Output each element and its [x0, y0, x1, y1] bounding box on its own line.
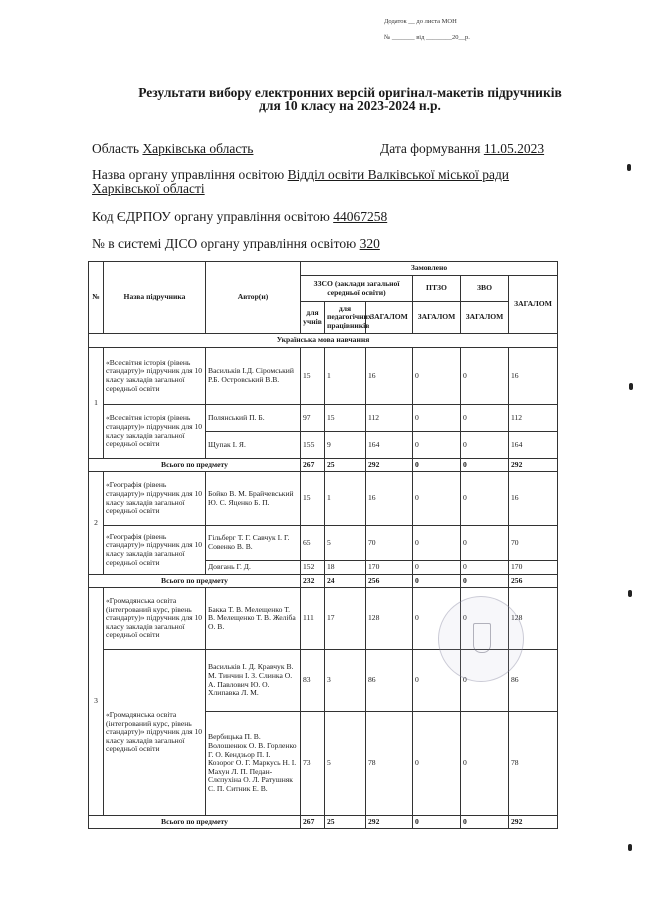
row-total: 78: [509, 712, 558, 816]
scan-mark: [629, 383, 633, 390]
zzso-total: 78: [366, 712, 413, 816]
zvo-total: 0: [461, 405, 509, 432]
date-label: Дата формування: [380, 141, 484, 156]
col-ptzo: ПТЗО: [413, 276, 461, 302]
ptzo-total: 0: [413, 472, 461, 526]
edrpou-line: [92, 209, 387, 225]
total-teachers: 25: [325, 816, 366, 829]
region-line: [92, 141, 253, 157]
students-count: 152: [301, 561, 325, 575]
book-authors: Бакка Т. В. Мелещенко Т. В. Мелещенко Т. В. Желіба О. В.: [206, 588, 301, 650]
total-all: 292: [509, 459, 558, 472]
book-title: «Громадянська освіта (інтегрований курс, рівень стандарту)» підручник для 10 класу закладів загальної середньої освіти: [104, 588, 206, 650]
results-table: [88, 261, 558, 829]
col-no: №: [89, 262, 104, 334]
col-students: для учнів: [301, 302, 325, 334]
zvo-total: 0: [461, 348, 509, 405]
book-authors: Довгань Г. Д.: [206, 561, 301, 575]
teachers-count: 1: [325, 472, 366, 526]
authority-value-1: Відділ освіти Валківської міської ради: [287, 167, 510, 182]
zzso-total: 16: [366, 472, 413, 526]
zzso-total: 112: [366, 405, 413, 432]
book-authors: Гільберг Т. Г. Савчук І. Г. Совенко В. В.: [206, 526, 301, 561]
subject-total-label: Всього по предмету: [89, 575, 301, 588]
book-title: «Географія (рівень стандарту)» підручник для 10 класу закладів загальної середньої освіти: [104, 526, 206, 575]
group-number: 3: [89, 588, 104, 816]
document-title: [80, 86, 620, 112]
total-ptzo: 0: [413, 816, 461, 829]
diso-value: 320: [359, 236, 380, 251]
zzso-total: 164: [366, 432, 413, 459]
book-title: «Географія (рівень стандарту)» підручник для 10 класу закладів загальної середньої освіти: [104, 472, 206, 526]
col-name: Назва підручника: [104, 262, 206, 334]
date-value: 11.05.2023: [483, 141, 545, 156]
row-total: 170: [509, 561, 558, 575]
total-zvo: 0: [461, 816, 509, 829]
row-total: 86: [509, 650, 558, 712]
zvo-total: 0: [461, 588, 509, 650]
total-zzso: 256: [366, 575, 413, 588]
row-total: 16: [509, 348, 558, 405]
row-total: 70: [509, 526, 558, 561]
official-stamp: [438, 596, 524, 682]
annex-note: [384, 14, 470, 46]
students-count: 73: [301, 712, 325, 816]
zvo-total: 0: [461, 432, 509, 459]
zvo-total: 0: [461, 561, 509, 575]
ptzo-total: 0: [413, 712, 461, 816]
book-authors: Полянський П. Б.: [206, 405, 301, 432]
teachers-count: 5: [325, 526, 366, 561]
ptzo-total: 0: [413, 348, 461, 405]
col-teachers: для педагогічних працівників: [325, 302, 366, 334]
col-zzso: ЗЗСО (заклади загальної середньої освіти): [301, 276, 413, 302]
col-total: ЗАГАЛОМ: [509, 276, 558, 334]
total-students: 267: [301, 816, 325, 829]
zzso-total: 86: [366, 650, 413, 712]
total-all: 292: [509, 816, 558, 829]
row-total: 16: [509, 472, 558, 526]
ptzo-total: 0: [413, 526, 461, 561]
col-zvo-total: ЗАГАЛОМ: [461, 302, 509, 334]
total-teachers: 24: [325, 575, 366, 588]
scan-mark: [628, 590, 632, 597]
group-number: 1: [89, 348, 104, 459]
teachers-count: 5: [325, 712, 366, 816]
annex-line-1: Додаток __ до листа МОН: [384, 18, 457, 25]
book-authors: Васильків І. Д. Кравчук В. М. Тинчин І. З. Слинка О. А. Павлович Ю. О. Хлипавка Л. М.: [206, 650, 301, 712]
total-ptzo: 0: [413, 459, 461, 472]
total-ptzo: 0: [413, 575, 461, 588]
subject-total-label: Всього по предмету: [89, 459, 301, 472]
total-teachers: 25: [325, 459, 366, 472]
ptzo-total: 0: [413, 650, 461, 712]
authority-value-2: Харківської області: [92, 181, 205, 196]
col-ptzo-total: ЗАГАЛОМ: [413, 302, 461, 334]
trident-emblem-icon: [473, 623, 491, 653]
students-count: 83: [301, 650, 325, 712]
authority-label: Назва органу управління освітою: [92, 167, 288, 182]
col-zvo: ЗВО: [461, 276, 509, 302]
total-all: 256: [509, 575, 558, 588]
section-row: Українська мова навчання: [89, 334, 558, 348]
students-count: 65: [301, 526, 325, 561]
book-authors: Бойко В. М. Брайчевський Ю. С. Яценко Б. П.: [206, 472, 301, 526]
zvo-total: 0: [461, 526, 509, 561]
book-title: «Всесвітня історія (рівень стандарту)» підручник для 10 класу закладів загальної середньої освіти: [104, 348, 206, 405]
book-authors: Щупак І. Я.: [206, 432, 301, 459]
date-line: [380, 141, 544, 157]
students-count: 155: [301, 432, 325, 459]
zzso-total: 16: [366, 348, 413, 405]
teachers-count: 18: [325, 561, 366, 575]
zvo-total: 0: [461, 472, 509, 526]
ptzo-total: 0: [413, 432, 461, 459]
teachers-count: 9: [325, 432, 366, 459]
teachers-count: 1: [325, 348, 366, 405]
group-number: 2: [89, 472, 104, 575]
total-zzso: 292: [366, 459, 413, 472]
students-count: 97: [301, 405, 325, 432]
teachers-count: 15: [325, 405, 366, 432]
students-count: 111: [301, 588, 325, 650]
total-students: 232: [301, 575, 325, 588]
total-zvo: 0: [461, 459, 509, 472]
edrpou-label: Код ЄДРПОУ органу управління освітою: [92, 209, 334, 224]
teachers-count: 17: [325, 588, 366, 650]
ptzo-total: 0: [413, 561, 461, 575]
zvo-total: 0: [461, 650, 509, 712]
book-authors: Вербицька П. В. Волошенюк О. В. Горленко Г. О. Кендзьор П. І. Козорог О. Г. Маркусь Н. І. Махун Л. П. Педан-Слєпухіна О. Л. Ратушняк С. П. Ситник Е. В.: [206, 712, 301, 816]
region-label: Область: [92, 141, 143, 156]
zzso-total: 128: [366, 588, 413, 650]
title-line-2: для 10 класу на 2023-2024 н.р.: [259, 98, 441, 113]
row-total: 128: [509, 588, 558, 650]
book-title: «Всесвітня історія (рівень стандарту)» підручник для 10 класу закладів загальної середньої освіти: [104, 405, 206, 459]
authority-line: [92, 168, 509, 196]
row-total: 112: [509, 405, 558, 432]
annex-line-2: № _______ від ________20__р.: [384, 34, 470, 41]
total-zzso: 292: [366, 816, 413, 829]
col-ordered: Замовлено: [301, 262, 558, 276]
zzso-total: 170: [366, 561, 413, 575]
subject-total-label: Всього по предмету: [89, 816, 301, 829]
zvo-total: 0: [461, 712, 509, 816]
ptzo-total: 0: [413, 405, 461, 432]
total-students: 267: [301, 459, 325, 472]
students-count: 15: [301, 472, 325, 526]
col-zzso-total: ЗАГАЛОМ: [366, 302, 413, 334]
edrpou-value: 44067258: [333, 209, 388, 224]
ptzo-total: 0: [413, 588, 461, 650]
book-authors: Васильків І.Д. Сіромський Р.Б. Островський В.В.: [206, 348, 301, 405]
teachers-count: 3: [325, 650, 366, 712]
total-zvo: 0: [461, 575, 509, 588]
book-title: «Громадянська освіта (інтегрований курс, рівень стандарту)» підручник для 10 класу закладів загальної середньої освіти: [104, 650, 206, 816]
region-value: Харківська область: [142, 141, 254, 156]
zzso-total: 70: [366, 526, 413, 561]
scan-mark: [628, 844, 632, 851]
col-author: Автор(и): [206, 262, 301, 334]
students-count: 15: [301, 348, 325, 405]
title-line-1: Результати вибору електронних версій оригінал-макетів підручників: [138, 85, 562, 100]
row-total: 164: [509, 432, 558, 459]
diso-label: № в системі ДІСО органу управління освітою: [92, 236, 360, 251]
scan-mark: [627, 164, 631, 171]
diso-line: [92, 236, 380, 252]
